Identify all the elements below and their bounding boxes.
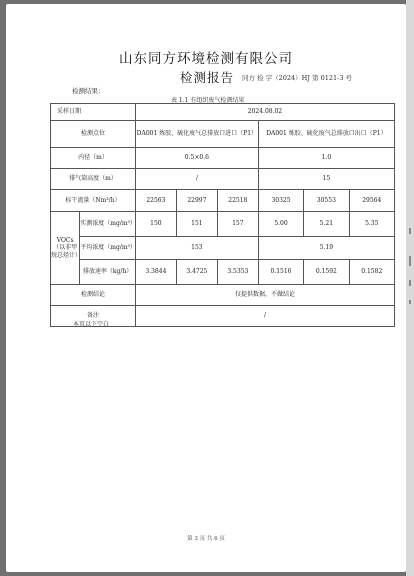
table-row bbox=[51, 104, 395, 121]
flow-value: 29564 bbox=[349, 190, 394, 212]
rate-value: 0.1582 bbox=[349, 260, 394, 285]
results-table bbox=[50, 103, 395, 327]
average-inlet: 153 bbox=[135, 237, 258, 260]
edge-mark bbox=[409, 256, 411, 266]
table-row bbox=[51, 190, 395, 212]
rate-value: 0.1516 bbox=[258, 260, 303, 285]
stack-height-outlet: 15 bbox=[258, 169, 394, 190]
remark-label: 备注 bbox=[51, 306, 136, 327]
table-row bbox=[51, 148, 395, 169]
rate-value: 3.5353 bbox=[217, 260, 258, 285]
report-title: 检测报告 bbox=[180, 70, 235, 85]
measured-concentration-label: 实测浓度（mg/m³） bbox=[80, 212, 136, 237]
edge-mark bbox=[409, 228, 411, 234]
diameter-label: 内径（m） bbox=[51, 148, 136, 169]
page-number: 第 3 页 共 6 页 bbox=[187, 536, 225, 542]
flow-value: 30325 bbox=[258, 190, 303, 212]
rate-value: 3.3844 bbox=[135, 260, 176, 285]
edge-mark bbox=[409, 280, 411, 286]
concentration-value: 5.21 bbox=[304, 212, 349, 237]
concentration-value: 150 bbox=[135, 212, 176, 237]
diameter-inlet: 0.5×0.6 bbox=[135, 148, 258, 169]
concentration-value: 5.00 bbox=[258, 212, 303, 237]
remark-value: / bbox=[135, 306, 394, 327]
emission-rate-label: 排放速率（kg/h） bbox=[80, 260, 136, 285]
flow-value: 22563 bbox=[135, 190, 176, 212]
point-outlet: DA001 炼胶、硫化废气总排放口出口（P1） bbox=[258, 121, 394, 148]
edge-mark bbox=[409, 300, 411, 304]
point-label: 检测点位 bbox=[51, 121, 136, 148]
rate-value: 0.1592 bbox=[304, 260, 349, 285]
table-row bbox=[51, 285, 395, 306]
conclusion-label: 检测结论 bbox=[51, 285, 136, 306]
stack-height-label: 排气筒高度（m） bbox=[51, 169, 136, 190]
concentration-value: 157 bbox=[217, 212, 258, 237]
table-row bbox=[51, 121, 395, 148]
document-page bbox=[6, 4, 406, 572]
flow-value: 30553 bbox=[304, 190, 349, 212]
flow-value: 22997 bbox=[176, 190, 217, 212]
vocs-label: VOCs（以非甲烷总烃计） bbox=[51, 212, 80, 285]
stack-height-inlet: / bbox=[135, 169, 258, 190]
report-number: 同方 检 字（2024）HJ 第 0121-3 号 bbox=[242, 74, 353, 82]
point-inlet: DA001 炼胶、硫化废气总排放口进口（P1） bbox=[135, 121, 258, 148]
company-name: 山东同方环境检测有限公司 bbox=[119, 51, 293, 67]
flow-value: 22518 bbox=[217, 190, 258, 212]
table-caption: 表 1.1 有组织废气检测结果 bbox=[171, 97, 245, 104]
conclusion-value: 仅提供数据，不做结论 bbox=[135, 285, 394, 306]
page-edge-background bbox=[406, 0, 414, 576]
result-label: 检测结果： bbox=[72, 87, 105, 95]
rate-value: 3.4725 bbox=[176, 260, 217, 285]
sampling-date-value: 2024.08.02 bbox=[135, 104, 394, 121]
concentration-value: 5.35 bbox=[349, 212, 394, 237]
table-row bbox=[51, 169, 395, 190]
sampling-date-label: 采样日期 bbox=[51, 104, 136, 121]
average-concentration-label: 平均浓度（mg/m³） bbox=[80, 237, 136, 260]
table-row bbox=[51, 237, 395, 260]
blank-below-note: 本页以下空白 bbox=[73, 321, 110, 328]
flow-label: 标干流量（Nm³/h） bbox=[51, 190, 136, 212]
concentration-value: 151 bbox=[176, 212, 217, 237]
average-outlet: 5.19 bbox=[258, 237, 394, 260]
table-row bbox=[51, 212, 395, 237]
table-row bbox=[51, 260, 395, 285]
diameter-outlet: 1.0 bbox=[258, 148, 394, 169]
